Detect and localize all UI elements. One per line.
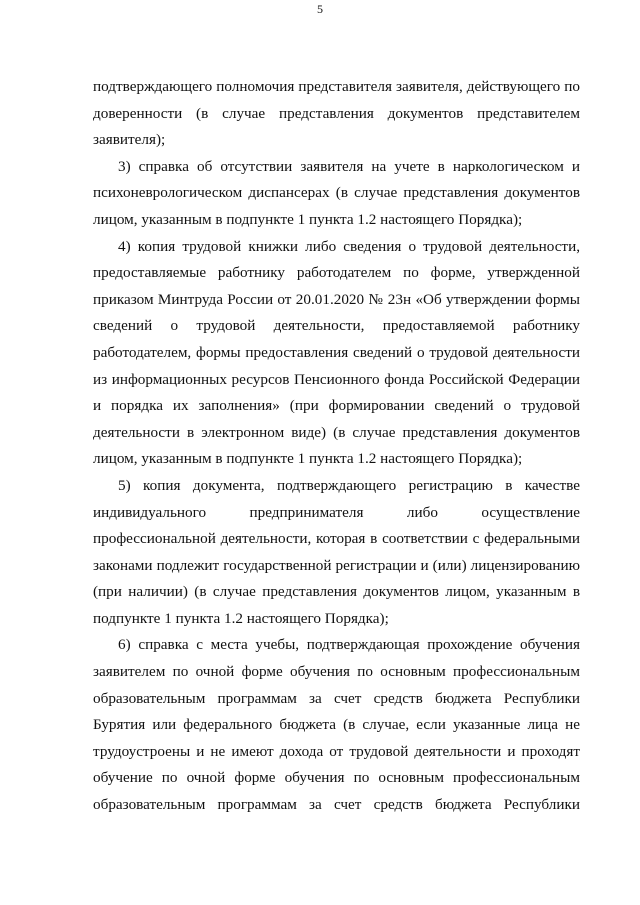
text-line: подтверждающего полномочия представителя заявителя, действующего по	[93, 78, 580, 95]
text-line: лицом, указанным в подпункте 1 пункта 1.2 настоящего Порядка);	[93, 210, 523, 228]
page-number: 5	[317, 2, 323, 16]
text-line: предоставляемые работнику работодателем по форме, утвержденной	[93, 264, 580, 282]
text-line: психоневрологическом диспансерах (в случае представления документов	[93, 184, 580, 202]
text-line: доверенности (в случае представления документов представителем	[93, 104, 580, 122]
text-line: из информационных ресурсов Пенсионного фонда Российской Федерации	[93, 370, 580, 388]
text-line: работодателем, формы предоставления сведений о трудовой деятельности	[93, 343, 580, 361]
text-line: законами подлежит государственной регистрации и (или) лицензированию	[93, 556, 580, 574]
paragraph-first-line: 3) справка об отсутствии заявителя на учете в наркологическом и	[118, 157, 580, 175]
document-body	[93, 74, 580, 819]
paragraph-first-line: 5) копия документа, подтверждающего регистрацию в качестве	[118, 476, 580, 494]
text-line: (при наличии) (в случае представления документов лицом, указанным в	[93, 583, 580, 601]
text-line: подпункте 1 пункта 1.2 настоящего Порядка);	[93, 609, 389, 627]
text-line: деятельности в электронном виде) (в случае представления документов	[93, 423, 580, 441]
text-line: заявителем по очной форме обучения по основным профессиональным	[93, 663, 580, 681]
text-line: и порядка их заполнения» (при формировании сведений о трудовой	[93, 397, 580, 415]
paragraph-first-line: 6) справка с места учебы, подтверждающая прохождение обучения	[118, 636, 580, 654]
text-line: Бурятия или федерального бюджета (в случае, если указанные лица не	[93, 716, 580, 734]
text-line: сведений о трудовой деятельности, предоставляемой работнику	[93, 317, 580, 335]
text-line: лицом, указанным в подпункте 1 пункта 1.2 настоящего Порядка);	[93, 450, 523, 468]
paragraph-first-line: 4) копия трудовой книжки либо сведения о трудовой деятельности,	[118, 237, 580, 255]
text-line: индивидуального предпринимателя либо осуществление	[93, 503, 580, 521]
text-line: заявителя);	[93, 131, 166, 149]
text-line: приказом Минтруда России от 20.01.2020 № 23н «Об утверждении формы	[93, 290, 580, 308]
text-line: образовательным программам за счет средств бюджета Республики	[93, 796, 580, 814]
text-line: образовательным программам за счет средств бюджета Республики	[93, 689, 580, 707]
text-line: профессиональной деятельности, которая в соответствии с федеральными	[93, 530, 580, 548]
text-line: обучение по очной форме обучения по основным профессиональным	[93, 769, 580, 787]
text-line: трудоустроены и не имеют дохода от трудовой деятельности и проходят	[93, 742, 580, 760]
